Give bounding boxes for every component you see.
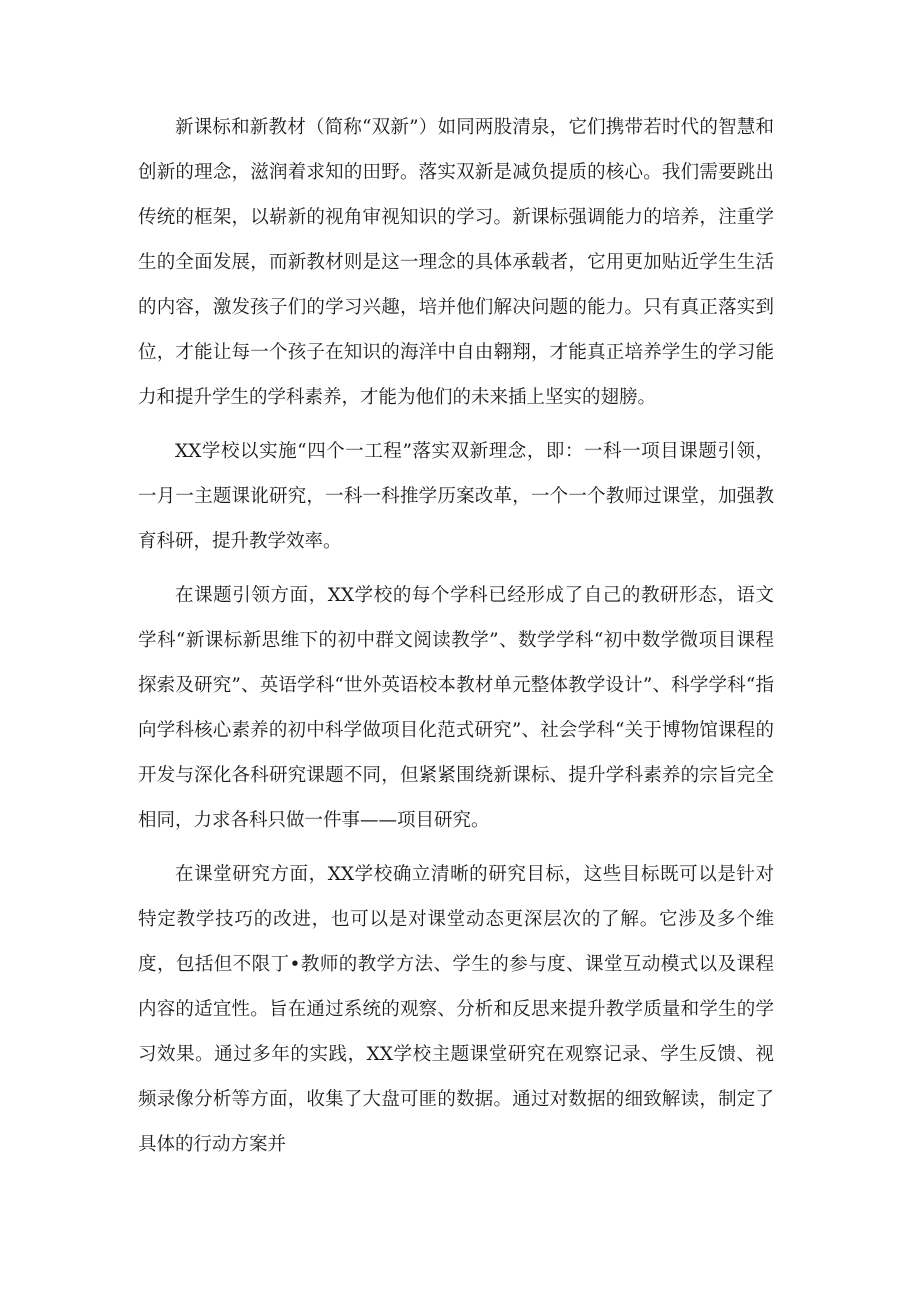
document-body [138, 105, 774, 1167]
paragraph-classroom-research: 在课堂研究方面，XX学校确立清晰的研究目标，这些目标既可以是针对特定教学技巧的改进，也可以是对课堂动态更深层次的了解。它涉及多个维度，包括但不限丁•教师的教学方法、学生的参与度、课堂互动模式以及课程内容的适宜性。旨在通过系统的观察、分析和反思来提升教学质量和学生的学习效果。通过多年的实践，XX学校主题课堂研究在观察记录、学生反馈、视频录像分析等方面，收集了大盘可匪的数据。通过对数据的细致解读，制定了具体的行动方案并 [138, 864, 774, 1155]
paragraph-shuangxin-intro: 新课标和新教材（简称“双新”）如同两股清泉，它们携带若时代的智慧和创新的理念，滋润着求知的田野。落实双新是减负提质的核心。我们需要跳出传统的框架，以崭新的视角审视知识的学习。新课标强调能力的培养，注重学生的全面发展，而新教材则是这一理念的具体承载者，它用更加贴近学生生活的内容，激发孩子们的学习兴趣，培并他们解决问题的能力。只有真正落实到位，才能让每一个孩子在知识的海洋中自由翱翔，才能真正培养学生的学习能力和提升学生的学科素养，才能为他们的未来插上坚实的翅膀。 [138, 117, 774, 408]
paragraph-four-projects: XX学校以实施“四个一工程”落实双新理念，即：一科一项目课题引领，一月一主题课讹研究，一科一科推学历案改革，一个一个教师过课堂，加强教育科研，提升教学效率。 [138, 441, 774, 552]
paragraph-topic-leading: 在课题引领方面，XX学校的每个学科已经形成了自己的教研形态，语文学科“新课标新思维下的初中群文阅读教学”、数学学科“初中数学微项目课程探索及研究”、英语学科“世外英语校本教材单元整体教学设计”、科学学科“指向学科核心素养的初中科学做项目化范式研究”、社会学科“关于博物馆课程的开发与深化各科研究课题不同，但紧紧围绕新课标、提升学科素养的宗旨完全相同，力求各科只做一件事——项目研究。 [138, 585, 774, 831]
